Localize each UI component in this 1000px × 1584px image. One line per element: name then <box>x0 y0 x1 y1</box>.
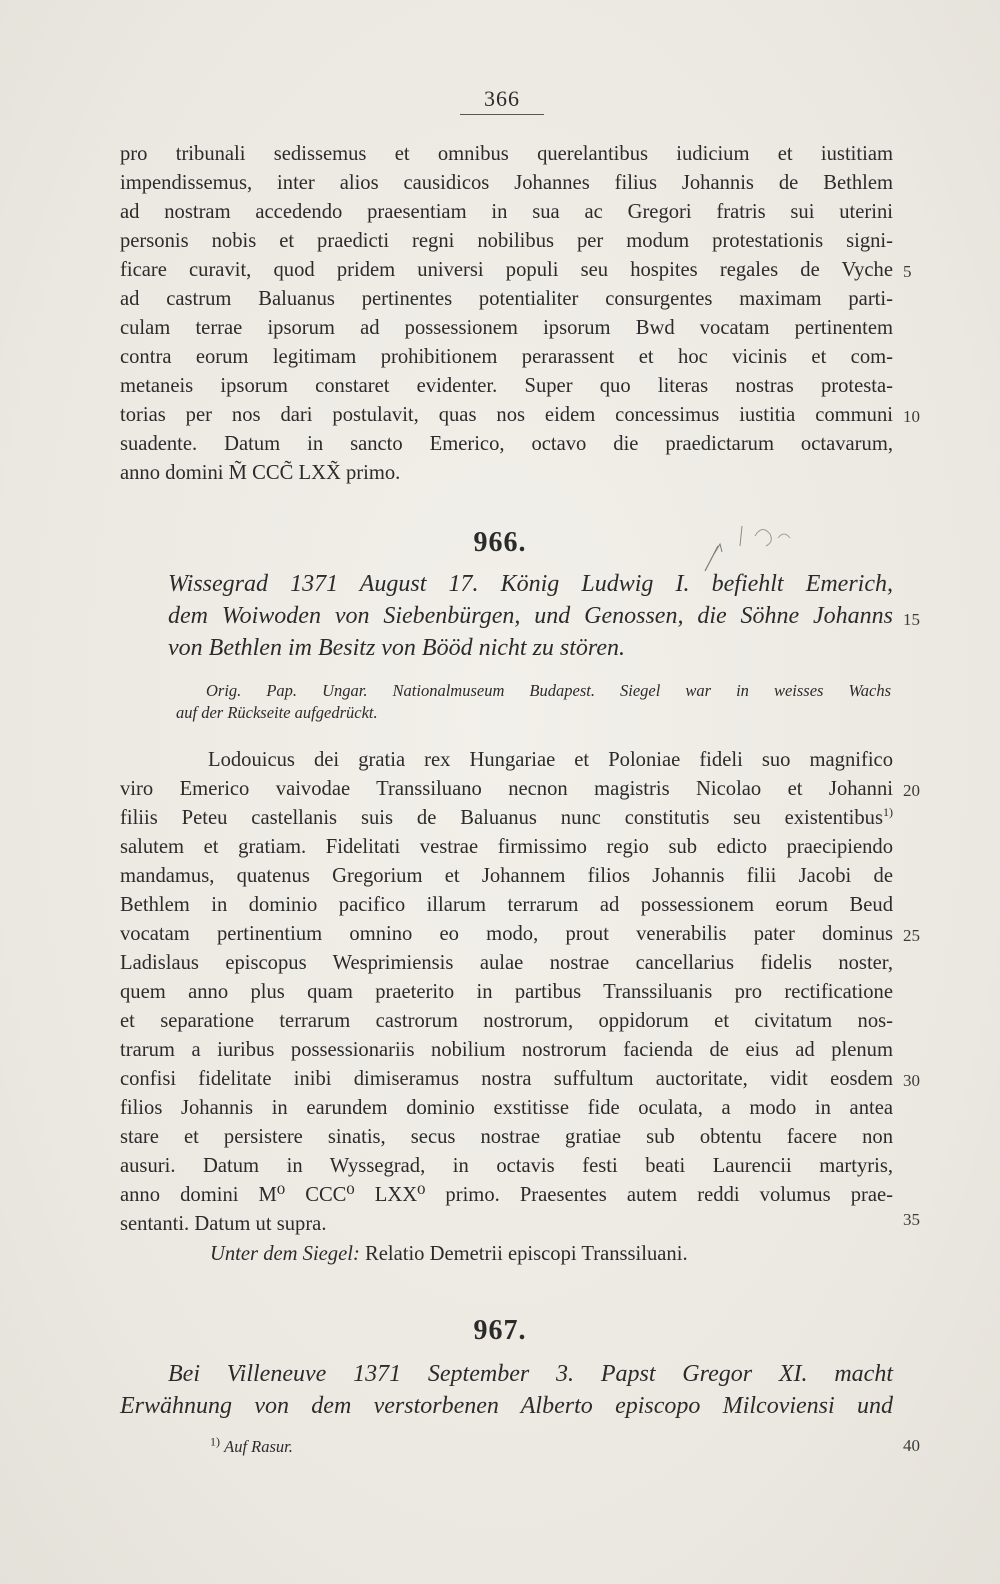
text-line: et separatione terrarum castrorum nostrorum, oppidorum et civitatum nos- <box>120 1010 893 1032</box>
text-line: suadente. Datum in sancto Emerico, octavo die praedictarum octavarum, <box>120 433 893 455</box>
entry-number-967: 967. <box>473 1315 527 1346</box>
text-line: ficare curavit, quod pridem universi populi seu hospites regales de Vyche <box>120 259 893 281</box>
text-line: Lodouicus dei gratia rex Hungariae et Poloniae fideli suo magnifico <box>208 749 893 771</box>
text-line: pro tribunali sedissemus et omnibus querelantibus iudicium et iustitiam <box>120 143 893 165</box>
margin-line-number: 40 <box>903 1436 920 1455</box>
seal-note <box>210 1240 688 1269</box>
margin-line-number: 10 <box>903 407 920 426</box>
text-line: quem anno plus quam praeterito in partibus Transsiluanis pro rectificatione <box>120 981 893 1003</box>
text-line: culam terrae ipsorum ad possessionem ipsorum Bwd vocatam pertinentem <box>120 317 893 339</box>
entry-heading-line: Wissegrad 1371 August 17. König Ludwig I. befiehlt Emerich, <box>168 571 893 597</box>
text-line: filios Johannis in earundem dominio exstitisse fide oculata, a modo in antea <box>120 1097 893 1119</box>
source-note-line: Orig. Pap. Ungar. Nationalmuseum Budapest. Siegel war in weisses Wachs <box>206 681 891 700</box>
text-line: sentanti. Datum ut supra. <box>120 1213 327 1235</box>
footnote-marker: 1) <box>210 1434 220 1449</box>
entry-heading-line: von Bethlen im Besitz von Bööd nicht zu stören. <box>168 635 626 661</box>
text-line: ad castrum Baluanus pertinentes potentialiter consurgentes maximam parti- <box>120 288 893 310</box>
entry-heading-line: dem Woiwoden von Siebenbürgen, und Genossen, die Söhne Johanns <box>168 603 893 629</box>
text-line: impendissemus, inter alios causidicos Johannes filius Johannis de Bethlem <box>120 172 893 194</box>
text-line: Bethlem in dominio pacifico illarum terrarum ad possessionem eorum Beud <box>120 894 893 916</box>
text-line: torias per nos dari postulavit, quas nos eidem concessimus iustitia communi <box>120 404 893 426</box>
margin-line-number: 25 <box>903 926 920 945</box>
text-line: personis nobis et praedicti regni nobilibus per modum protestationis signi- <box>120 230 893 252</box>
margin-line-number: 30 <box>903 1071 920 1090</box>
text-line: ausuri. Datum in Wyssegrad, in octavis festi beati Laurencii martyris, <box>120 1155 893 1177</box>
entry-heading-line <box>120 1390 893 1422</box>
margin-line-number: 15 <box>903 610 920 629</box>
margin-line-number: 5 <box>903 262 912 281</box>
text-line-content: filiis Peteu castellanis suis de Baluanus nunc constitutis seu existentibus <box>120 807 883 829</box>
footnote-reference: 1) <box>883 805 893 820</box>
text-line: ad nostram accedendo praesentiam in sua ac Gregori fratris sui uterini <box>120 201 893 223</box>
margin-line-number: 20 <box>903 781 920 800</box>
seal-text: Relatio Demetrii episcopi Transsiluani. <box>364 1243 688 1265</box>
text-line: trarum a iuribus possessionariis nobilium nostrorum facienda de eius ad plenum <box>120 1039 893 1061</box>
footnote-text: Auf Rasur. <box>224 1437 293 1456</box>
text-line: Ladislaus episcopus Wesprimiensis aulae nostrae cancellarius fidelis noster, <box>120 952 893 974</box>
text-line: mandamus, quatenus Gregorium et Johannem filios Johannis filii Jacobi de <box>120 865 893 887</box>
text-line <box>120 804 893 833</box>
entry-number-966: 966. <box>473 527 527 558</box>
entry-heading-text: Erwähnung von dem verstorbenen Alberto episcopo Milcoviensi und <box>120 1393 893 1419</box>
text-line: contra eorum legitimam prohibitionem perarassent et hoc vicinis et com- <box>120 346 893 368</box>
text-line: anno domini M̃ CCC̃ LXX̃ primo. <box>120 462 401 484</box>
text-line: salutem et gratiam. Fidelitati vestrae firmissimo regio sub edicto praecipiendo <box>120 836 893 858</box>
entry-heading-line: Bei Villeneuve 1371 September 3. Papst Gregor XI. macht <box>168 1361 893 1387</box>
text-line: anno domini M⁰ CCC⁰ LXX⁰ primo. Praesentes autem reddi volumus prae- <box>120 1184 893 1206</box>
page-number: 366 <box>460 86 544 115</box>
text-line: stare et persistere sinatis, secus nostrae gratiae sub obtentu facere non <box>120 1126 893 1148</box>
text-line: metaneis ipsorum constaret evidenter. Super quo literas nostras protesta- <box>120 375 893 397</box>
margin-line-number: 35 <box>903 1210 920 1229</box>
text-line: vocatam pertinentium omnino eo modo, prout venerabilis pater dominus <box>120 923 893 945</box>
footnote <box>210 1436 293 1458</box>
text-line: viro Emerico vaivodae Transsiluano necnon magistris Nicolao et Johanni <box>120 778 893 800</box>
source-note-line: auf der Rückseite aufgedrückt. <box>176 703 378 722</box>
text-line: confisi fidelitate inibi dimiseramus nostra suffultum auctoritate, vidit eosdem <box>120 1068 893 1090</box>
seal-label: Unter dem Siegel: <box>210 1243 360 1265</box>
